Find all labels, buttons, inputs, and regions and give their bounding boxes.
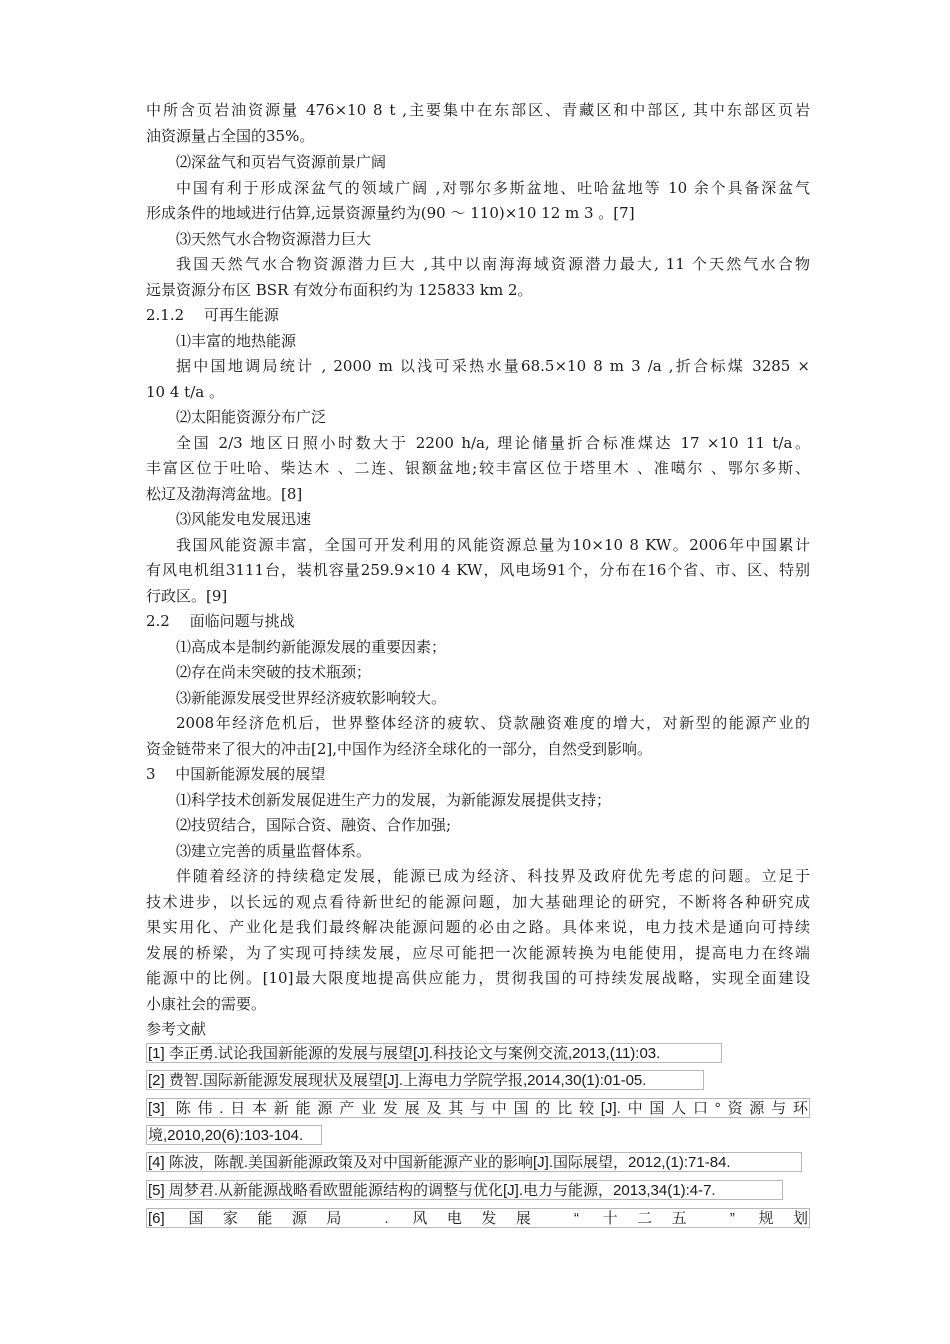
body-line: 果实用化、产业化是我们最终解决能源问题的必由之路。具体来说，电力技术是通向可持续: [146, 918, 810, 936]
list-item: ⑴高成本是制约新能源发展的重要因素；: [176, 638, 447, 656]
reference-item: [4] 陈波，陈靓.美国新能源政策及对中国新能源产业的影响[J].国际展望，2012,(1):71-84.: [146, 1152, 802, 1172]
body-line: 我国风能资源丰富，全国可开发利用的风能资源总量为10×10 8 KW。2006年中国累计: [176, 536, 810, 554]
body-line: 2008年经济危机后，世界整体经济的疲软、贷款融资难度的增大，对新型的能源产业的: [176, 714, 810, 732]
reference-item: 境,2010,20(6):103-104.: [146, 1125, 322, 1145]
body-line: 中所含页岩油资源量 476×10 8 t ,主要集中在东部区、青藏区和中部区, 其中东部区页岩: [146, 101, 810, 119]
body-line: 发展的桥梁，为了实现可持续发展，应尽可能把一次能源转换为电能使用，提高电力在终端: [146, 944, 810, 962]
subheading: ⑶天然气水合物资源潜力巨大: [176, 230, 372, 248]
body-line: 资金链带来了很大的冲击[2],中国作为经济全球化的一部分，自然受到影响。: [146, 740, 653, 758]
body-line: 全国 2/3 地区日照小时数大于 2200 h/a, 理论储量折合标准煤达 17 ×10 11 t/a。: [176, 434, 810, 452]
list-item: ⑶新能源发展受世界经济疲软影响较大。: [176, 689, 447, 707]
list-item: ⑵技贸结合，国际合资、融资、合作加强;: [176, 816, 452, 834]
section-heading: 2.2 面临问题与挑战: [146, 612, 295, 630]
list-item: ⑴科学技术创新发展促进生产力的发展，为新能源发展提供支持；: [176, 791, 612, 809]
body-line: 行政区。[9]: [146, 587, 228, 605]
reference-item: [2] 费智.国际新能源发展现状及展望[J].上海电力学院学报,2014,30(1):01-05.: [146, 1070, 704, 1090]
section-heading: 3 中国新能源发展的展望: [146, 765, 326, 783]
subheading: ⑵太阳能资源分布广泛: [176, 408, 327, 426]
body-line: 据中国地调局统计 , 2000 m 以浅可采热水量68.5×10 8 m 3 /a ,折合标煤 3285 ×: [176, 357, 810, 375]
reference-item: [5] 周梦君.从新能源战略看欧盟能源结构的调整与优化[J].电力与能源，2013,34(1):4-7.: [146, 1180, 783, 1200]
list-item: ⑵存在尚未突破的技术瓶颈；: [176, 663, 372, 681]
references-heading: 参考文献: [146, 1020, 207, 1038]
body-line: 10 4 t/a 。: [146, 383, 224, 401]
subheading: ⑴丰富的地热能源: [176, 332, 297, 350]
reference-item: [3] 陈伟.日本新能源产业发展及其与中国的比较[J].中国人口°资源与环: [148, 1100, 808, 1117]
body-line: 伴随着经济的持续稳定发展，能源已成为经济、科技界及政府优先考虑的问题。立足于: [176, 867, 810, 885]
body-line: 远景资源分布区 BSR 有效分布面积约为 125833 km 2。: [146, 281, 533, 299]
body-line: 松辽及渤海湾盆地。[8]: [146, 485, 303, 503]
body-line: 形成条件的地域进行估算,远景资源量约为(90 ～ 110)×10 12 m 3 。[7]: [146, 204, 635, 222]
reference-item: [6] 国家能源局 . 风电发展 “ 十二五 ” 规划: [148, 1210, 808, 1227]
body-line: 我国天然气水合物资源潜力巨大 ,其中以南海海域资源潜力最大, 11 个天然气水合物: [176, 255, 810, 273]
subheading: ⑶风能发电发展迅速: [176, 510, 312, 528]
list-item: ⑶建立完善的质量监督体系。: [176, 842, 372, 860]
section-heading: 2.1.2 可再生能源: [146, 306, 279, 324]
body-line: 油资源量占全国的35%。: [146, 127, 315, 145]
subheading: ⑵深盆气和页岩气资源前景广阔: [176, 153, 387, 171]
body-line: 中国有利于形成深盆气的领域广阔 ,对鄂尔多斯盆地、吐哈盆地等 10 余个具备深盆气: [176, 179, 810, 197]
body-line: 丰富区位于吐哈、柴达木 、二连、银额盆地;较丰富区位于塔里木 、准噶尔 、鄂尔多斯、: [146, 459, 810, 477]
reference-item: [1] 李正勇.试论我国新能源的发展与展望[J].科技论文与案例交流,2013,(11):03.: [146, 1043, 722, 1063]
body-line: 能源中的比例。[10]最大限度地提高供应能力，贯彻我国的可持续发展战略，实现全面建设: [146, 969, 810, 987]
body-line: 技术进步，以长远的观点看待新世纪的能源问题，加大基础理论的研究，不断将各种研究成: [146, 893, 810, 911]
body-line: 小康社会的需要。: [146, 995, 267, 1013]
body-line: 有风电机组3111台，装机容量259.9×10 4 KW，风电场91个，分布在16个省、市、区、特别: [146, 561, 810, 579]
